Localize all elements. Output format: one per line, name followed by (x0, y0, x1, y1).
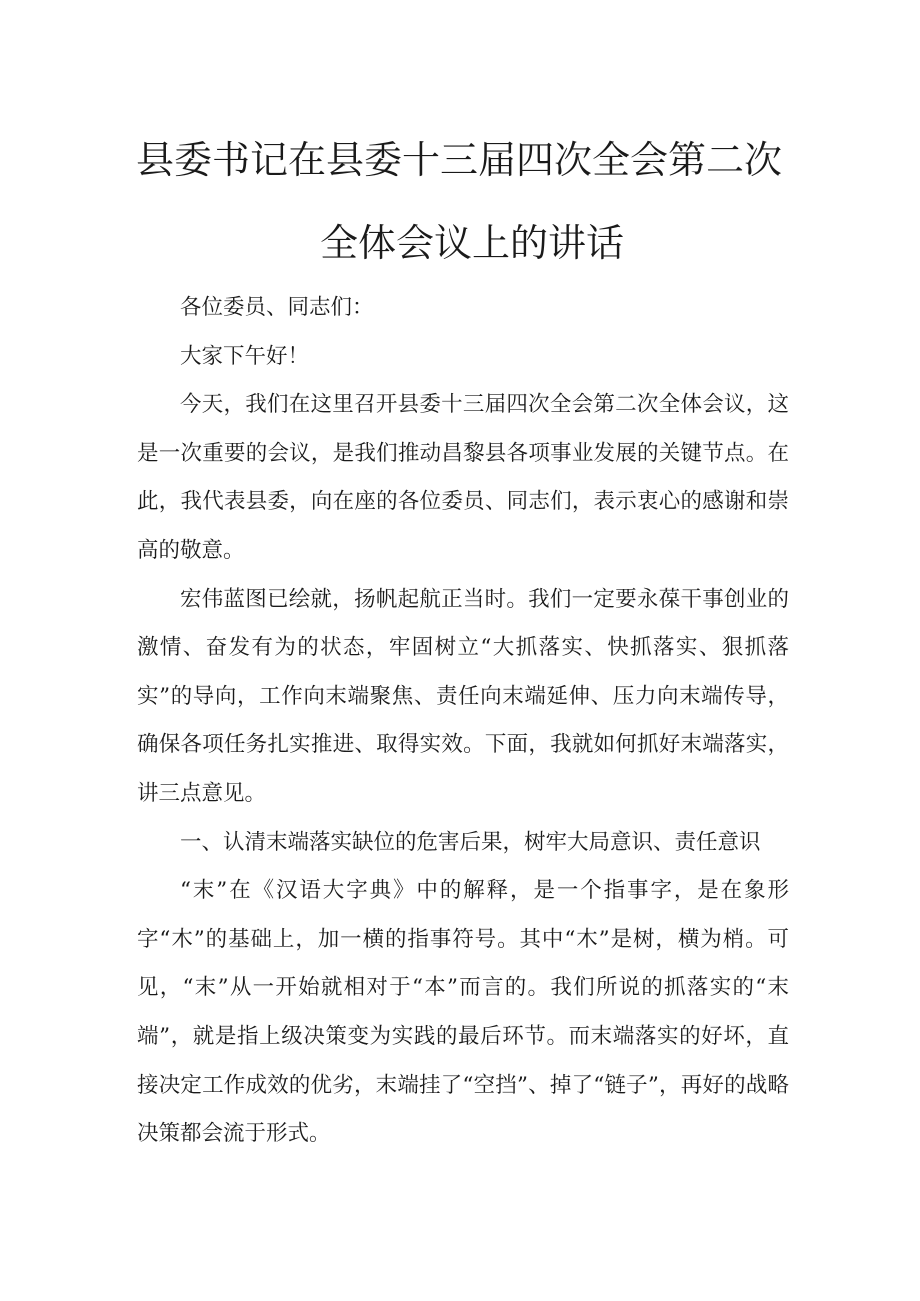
document-title-line-2: 全体会议上的讲话 (320, 221, 625, 265)
salutation: 各位委员、同志们： (180, 295, 374, 320)
section-heading: 一、认清末端落实缺位的危害后果，树牢大局意识、责任意识 (180, 829, 761, 855)
greeting: 大家下午好！ (180, 343, 310, 369)
body-paragraph: 宏伟蓝图已绘就，扬帆起航正当时。我们一定要永葆干事创业的激情、奋发有为的状态，牢固树立“大抓落实、快抓落实、狠抓落实”的导向，工作向末端聚焦、责任向末端延伸、压力向末端传导，确保各项任务扎实推进、取得实效。下面，我就如何抓好末端落实，讲三点意见。 (137, 586, 789, 806)
document-body (137, 284, 789, 1159)
body-paragraph: 今天，我们在这里召开县委十三届四次全会第二次全体会议，这是一次重要的会议，是我们推动昌黎县各项事业发展的关键节点。在此，我代表县委，向在座的各位委员、同志们，表示衷心的感谢和崇高的敬意。 (137, 392, 789, 563)
document-title-line-1: 县委书记在县委十三届四次全会第二次 (136, 138, 783, 182)
body-paragraph: “末”在《汉语大字典》中的解释，是一个指事字，是在象形字“木”的基础上，加一横的指事符号。其中“木”是树，横为梢。可见，“末”从一开始就相对于“本”而言的。我们所说的抓落实的“末端”，就是指上级决策变为实践的最后环节。而末端落实的好坏，直接决定工作成效的优劣，末端挂了“空挡”、掉了“链子”，再好的战略决策都会流于形式。 (137, 878, 790, 1147)
